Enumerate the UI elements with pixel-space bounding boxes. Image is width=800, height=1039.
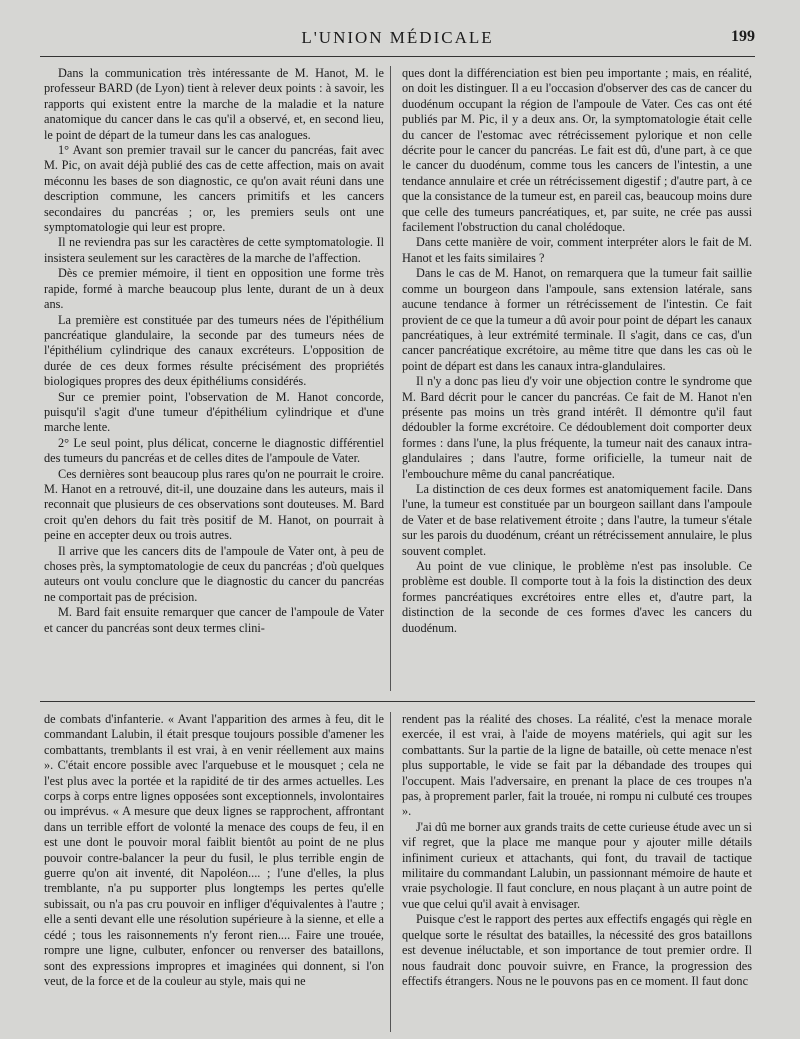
left-column (44, 66, 384, 636)
paragraph: J'ai dû me borner aux grands traits de cette curieuse étude avec un si vif regret, que la place me manque pour y ajouter mille détails infiniment curieux et attachants, qui font, du travail de tactique militaire du commandant Lalubin, un passionnant mémoire de haute et vraie psychologie. Il faut conclure, en nous plaçant à un autre point de vue que celui qu'il avait à envisager. (402, 819, 752, 911)
right-column (402, 712, 752, 989)
paragraph: Dès ce premier mémoire, il tient en opposition une forme très rapide, formé à marche beaucoup plus lente, durant de un à deux ans. (44, 266, 384, 312)
paragraph: Puisque c'est le rapport des pertes aux effectifs engagés qui règle en quelque sorte le résultat des batailles, la nécessité des gros bataillons est devenue inéluctable, et son importance de tout premier ordre. Il nous faudrait donc pouvoir suivre, en France, la progression des effectifs étrangers. Nous ne le pouvons pas en ce moment. Il faut donc (402, 912, 752, 988)
left-column (44, 712, 384, 989)
page-number: 199 (731, 28, 755, 45)
paragraph: M. Bard fait ensuite remarquer que cancer de l'ampoule de Vater et cancer du pancréas sont deux termes clini- (44, 605, 384, 635)
article-section (40, 66, 760, 691)
paragraph: Dans cette manière de voir, comment interpréter alors le fait de M. Hanot et les faits similaires ? (402, 235, 752, 265)
running-title: L'UNION MÉDICALE (301, 28, 494, 47)
paragraph: Sur ce premier point, l'observation de M. Hanot concorde, puisqu'il s'agit d'une tumeur d'épithélium cylindrique et d'une marche lente. (44, 389, 384, 435)
column-divider (390, 66, 391, 691)
feuilleton-section (40, 712, 760, 1032)
page-header (40, 28, 755, 52)
paragraph: Il n'y a donc pas lieu d'y voir une objection contre le syndrome que M. Bard décrit pour le cancer du pancréas. Ce fait de M. Hanot n'en présente pas moins un très grand intérêt. Il démontre qu'il faut dédoubler la forme excrétoire. Ce dédoublement doit comporter deux formes : dans l'une, la plus fréquente, la tumeur nait des canaux intra-glandulaires ; dans l'autre, forme orificielle, la tumeur nait de l'embouchure même du canal pancréatique. (402, 374, 752, 481)
paragraph: Il arrive que les cancers dits de l'ampoule de Vater ont, à peu de choses près, la symptomatologie de ceux du pancréas ; d'où quelques auteurs ont voulu conclure que le diagnostic du cancer du pancréas ne comportait pas de précision. (44, 543, 384, 604)
paragraph: Au point de vue clinique, le problème n'est pas insoluble. Ce problème est double. Il comporte tout à la fois la distinction des deux formes pancréatiques excrétoires entre elles et, d'autre part, la distinction de la seconde de ces formes d'avec les cancers du duodénum. (402, 559, 752, 635)
paragraph: Ces dernières sont beaucoup plus rares qu'on ne pourrait le croire. M. Hanot en a retrouvé, dit-il, une douzaine dans les auteurs, mais il reconnait que plusieurs de ces observations sont douteuses. M. Bard croit qu'en dehors du fait très positif de M. Hanot, on pourrait à peine en accepter deux ou trois autres. (44, 466, 384, 543)
section-rule (40, 701, 755, 702)
paragraph: La première est constituée par des tumeurs nées de l'épithélium pancréatique glandulaire, la seconde par des tumeurs nées de l'épithélium cylindrique des canaux excréteurs. L'opposition de durée de ces deux formes résulte précisément des propriétés biologiques propres des deux épithéliums considérés. (44, 312, 384, 389)
header-rule (40, 56, 755, 57)
paragraph: 1° Avant son premier travail sur le cancer du pancréas, fait avec M. Pic, on avait déjà publié des cas de cette affection, mais on avait méconnu les bases de son diagnostic, ce qu'on avait réuni dans une description commune, les cancers primitifs et les cancers secondaires du pancréas ; or, les premiers seuls ont une symptomatologie qui leur est propre. (44, 143, 384, 235)
right-column (402, 66, 752, 636)
paragraph: de combats d'infanterie. « Avant l'apparition des armes à feu, dit le commandant Lalubin, il était presque toujours possible d'amener les combattants, tremblants il est vrai, à en venir réellement aux mains ». C'était encore possible avec l'arquebuse et le mousquet ; cela ne l'est plus avec la portée et la rapidité de tir des armes actuelles. Les corps à corps entre lignes opposées sont exceptionnels, involontaires ou imprévus. « A mesure que deux lignes se rapprochent, affrontant dans un terrible effort de volonté la menace des coups de feu, il en est une dont le pouvoir moral faiblit bientôt au point de ne plus pouvoir contre-balancer la peur du fusil, le plus terrible engin de guerre qu'on ait inventé, dit Napoléon.... ; l'une d'elles, la plus tremblante, n'a pu supporter plus longtemps les pertes qu'elle subissait, ou n'a pas cru pouvoir en infliger d'équivalentes à l'autre ; elle a senti devant elle une résolution supérieure à la sienne, et elle a cédé ; tous les raisonnements n'y feront rien.... Faire une trouée, rompre une ligne, culbuter, enfoncer ou renverser des bataillons, sont des expressions impropres et imaginées qui donnent, si l'on veut, de la force et de la couleur au style, mais qui ne (44, 712, 384, 988)
paragraph: ques dont la différenciation est bien peu importante ; mais, en réalité, on doit les distinguer. Il a eu l'occasion d'observer des cas de cancer du duodénum occupant la région de l'ampoule de Vater. Ces cas ont été publiés par M. Pic, il y a deux ans. Or, la symptomatologie était celle du cancer de l'estomac avec rétrécissement pylorique et non celle décrite pour le cancer du pancréas. Le fait est dû, d'une part, à ce que le cancer du duodénum, comme tous les cancers de l'intestin, a une tendance annulaire et crée un rétrécissement digestif ; d'autre part, à ce que la consistance de la tumeur est, en pareil cas, beaucoup moins dure que celle des tumeurs pancréatiques, et, par suite, ne crée pas aussi facilement l'obstruction du canal cholédoque. (402, 66, 752, 235)
paragraph: 2° Le seul point, plus délicat, concerne le diagnostic différentiel des tumeurs du pancréas et de celles dites de l'ampoule de Vater. (44, 435, 384, 466)
paragraph: Il ne reviendra pas sur les caractères de cette symptomatologie. Il insistera seulement sur les caractères de la marche de l'affection. (44, 235, 384, 265)
column-divider (390, 712, 391, 1032)
paragraph: Dans la communication très intéressante de M. Hanot, M. le professeur BARD (de Lyon) tient à relever deux points : à savoir, les rapports qui existent entre la marche de la maladie et la nature anatomique du cancer dans le cas qu'il a observé, et, en second lieu, le point de départ de la tumeur dans les cas analogues. (44, 66, 384, 142)
paragraph: La distinction de ces deux formes est anatomiquement facile. Dans l'une, la tumeur est constituée par un bourgeon saillant dans l'ampoule de Vater et de base relativement étroite ; dans l'autre, la tumeur s'étale sur les parois du duodénum, créant un rétrécissement annulaire, le plus souvent complet. (402, 481, 752, 558)
paragraph: Dans le cas de M. Hanot, on remarquera que la tumeur fait saillie comme un bourgeon dans l'ampoule, sans extension latérale, sans aucune tendance à former un rétrécissement de l'intestin. Ce fait provient de ce que la tumeur a dû avoir pour point de départ les canaux pancréatiques, à leur extrémité terminale. Il s'agit, dans ce cas, d'un cancer pancréatique excrétoire, au même titre que dans les cas où le point de départ est dans les canaux intra-glandulaires. (402, 266, 752, 373)
paragraph: rendent pas la réalité des choses. La réalité, c'est la menace morale exercée, il est vrai, à l'aide de moyens matériels, qui agit sur les combattants. Sur la partie de la ligne de bataille, où cette menace n'est plus supportable, le vide se fait par la débandade des troupes qui l'occupent. Mais l'adversaire, en prenant la place de ces troupes n'a pas, à proprement parler, fait la trouée, ni rompu ni culbuté ces troupes ». (402, 712, 752, 819)
